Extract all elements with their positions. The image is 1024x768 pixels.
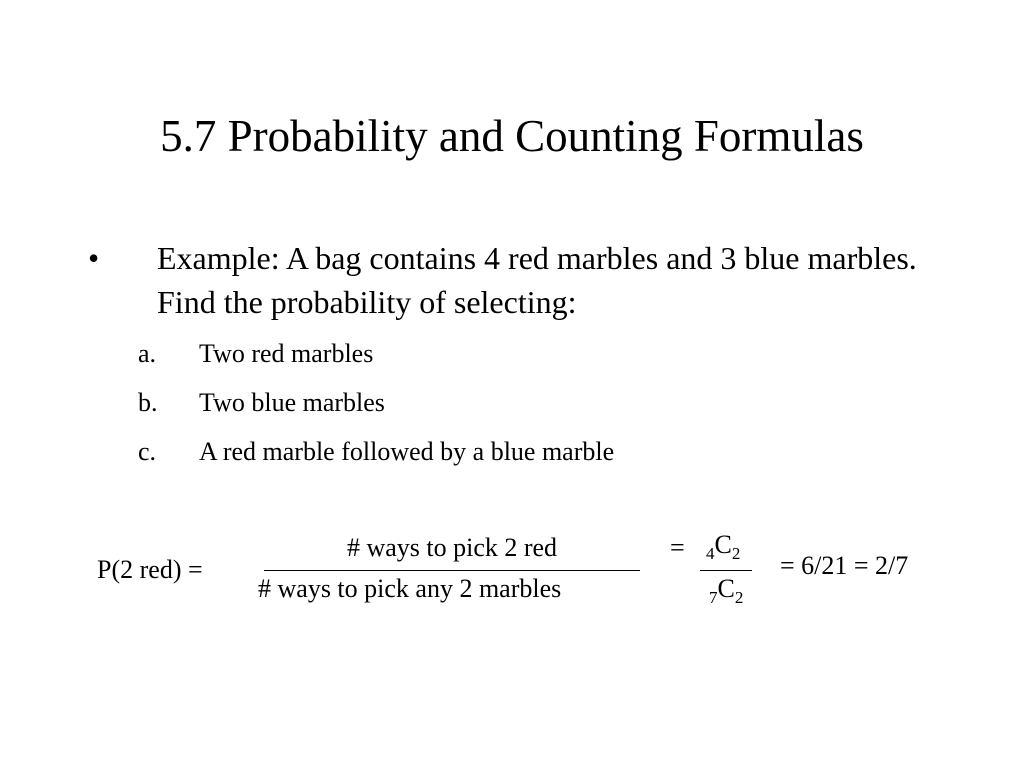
comb-bottom-k: 2 [734,588,744,607]
item-c-marker: c. [138,437,157,466]
item-a-text: Two red marbles [199,339,374,368]
item-a-marker: a. [138,339,157,368]
formula-equals: = [670,533,685,562]
slide-title: 5.7 Probability and Counting Formulas [160,111,864,161]
comb-top-n: 4 [706,544,715,563]
formula-result: = 6/21 = 2/7 [780,551,909,580]
item-b-marker: b. [138,388,158,417]
bullet-point: • [88,240,100,276]
formula-denominator: # ways to pick any 2 marbles [258,574,562,603]
comb-bottom-n: 7 [709,588,718,607]
combination-fraction-bar [700,570,752,571]
formula-numerator: # ways to pick 2 red [346,533,558,562]
comb-top-letter: C [714,530,732,559]
formula-lhs: P(2 red) = [97,555,203,584]
combination-numerator [706,530,740,563]
example-text: Example: A bag contains 4 red marbles and 3 blue marbles. Find the probability of selecting: [157,240,917,320]
combination-denominator [709,574,743,607]
comb-bottom-letter: C [717,574,735,603]
fraction-bar [264,570,640,571]
item-c-text: A red marble followed by a blue marble [199,437,615,466]
comb-top-k: 2 [731,544,741,563]
item-b-text: Two blue marbles [199,388,385,417]
